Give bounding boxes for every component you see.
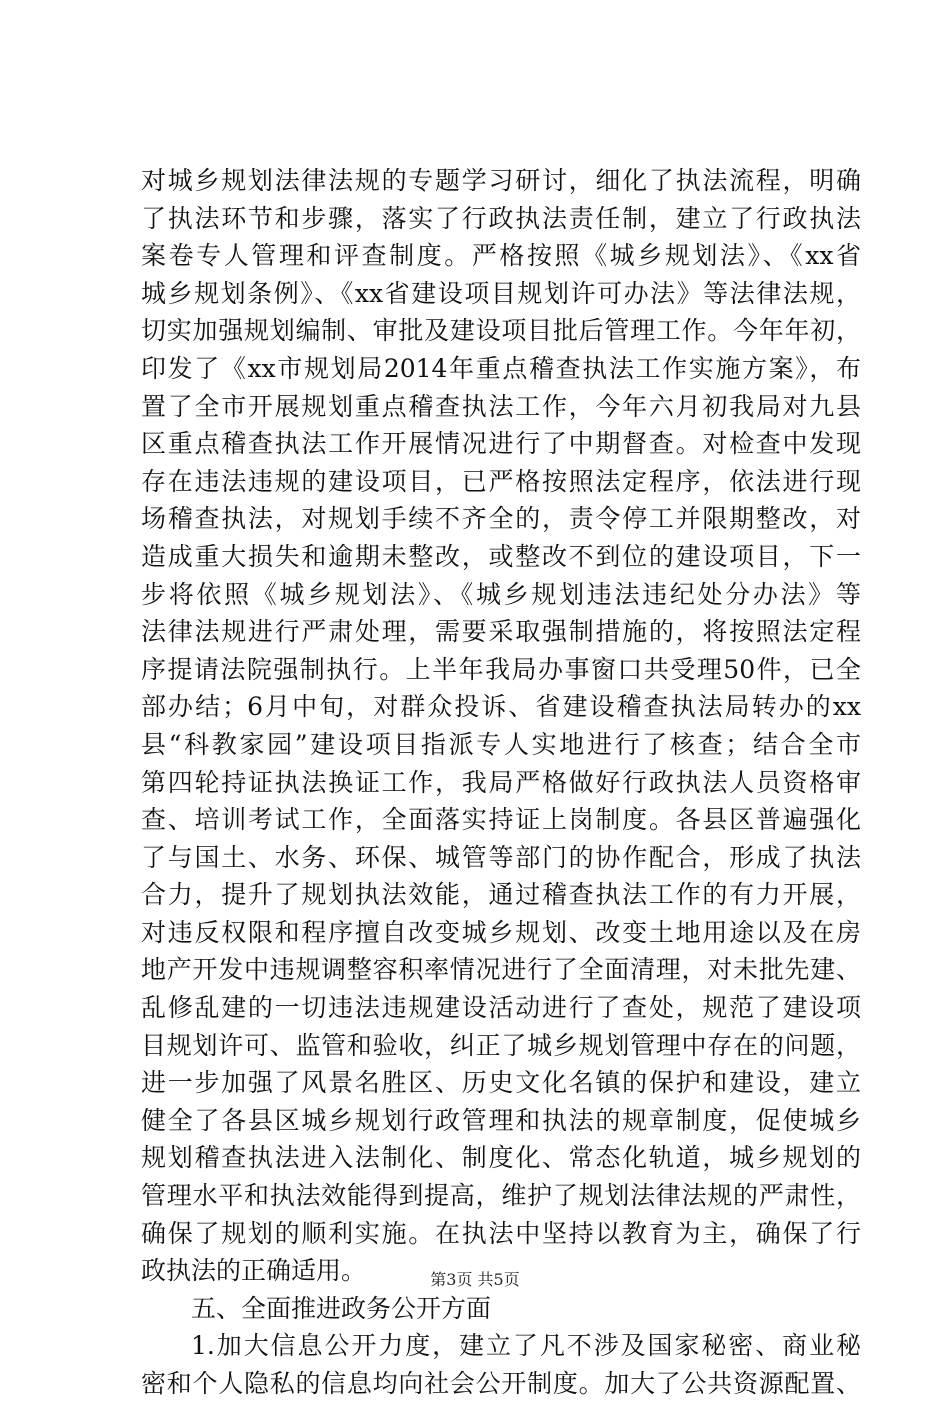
text-line: 合力，提升了规划执法效能，通过稽查执法工作的有力开展，: [141, 880, 861, 910]
text-line: 置了全市开展规划重点稽查执法工作，今年六月初我局对九县: [141, 391, 861, 421]
text-line: 第四轮持证执法换证工作，我局严格做好行政执法人员资格审: [141, 767, 861, 797]
text-line: 对违反权限和程序擅自改变城乡规划、改变土地用途以及在房: [141, 917, 861, 947]
text-line: 健全了各县区城乡规划行政管理和执法的规章制度，促使城乡: [141, 1105, 861, 1135]
text-line: 部办结；6月中旬，对群众投诉、省建设稽查执法局转办的xx: [141, 692, 861, 722]
text-line: 法律法规进行严肃处理，需要采取强制措施的，将按照法定程: [141, 617, 861, 647]
text-line: 政执法的正确适用。: [141, 1256, 367, 1286]
text-line: 城乡规划条例》、《xx省建设项目规划许可办法》等法律法规，: [141, 278, 861, 308]
text-line: 密和个人隐私的信息均向社会公开制度。加大了公共资源配置、: [141, 1369, 861, 1398]
text-line: 目规划许可、监管和验收，纠正了城乡规划管理中存在的问题，: [141, 1030, 861, 1060]
text-line: 确保了规划的顺利实施。在执法中坚持以教育为主，确保了行: [141, 1218, 861, 1248]
text-line: 造成重大损失和逾期未整改，或整改不到位的建设项目，下一: [141, 541, 861, 571]
text-line: 查、培训考试工作，全面落实持证上岗制度。各县区普遍强化: [141, 805, 861, 835]
text-line: 序提请法院强制执行。上半年我局办事窗口共受理50件，已全: [141, 654, 861, 684]
text-line: 进一步加强了风景名胜区、历史文化名镇的保护和建设，建立: [141, 1068, 861, 1098]
text-line: 对城乡规划法律法规的专题学习研讨，细化了执法流程，明确: [141, 166, 861, 195]
text-line: 管理水平和执法效能得到提高，维护了规划法律法规的严肃性，: [141, 1181, 861, 1211]
text-line: 乱修乱建的一切违法违规建设活动进行了查处，规范了建设项: [141, 993, 861, 1023]
text-line: 了与国土、水务、环保、城管等部门的协作配合，形成了执法: [141, 842, 861, 872]
text-line: 1.加大信息公开力度，建立了凡不涉及国家秘密、商业秘: [191, 1331, 861, 1361]
text-line: 了执法环节和步骤，落实了行政执法责任制，建立了行政执法: [141, 203, 861, 233]
text-line: 案卷专人管理和评查制度。严格按照《城乡规划法》、《xx省: [141, 241, 861, 271]
text-line: 地产开发中违规调整容积率情况进行了全面清理，对未批先建、: [141, 955, 861, 985]
text-line: 印发了《xx市规划局2014年重点稽查执法工作实施方案》，布: [141, 353, 861, 383]
text-line: 存在违法违规的建设项目，已严格按照法定程序，依法进行现: [141, 466, 861, 496]
text-line: 规划稽查执法进入法制化、制度化、常态化轨道，城乡规划的: [141, 1143, 861, 1173]
text-line: 切实加强规划编制、审批及建设项目批后管理工作。今年年初，: [141, 316, 861, 346]
text-line: 区重点稽查执法工作开展情况进行了中期督查。对检查中发现: [141, 429, 861, 459]
text-line: 步将依照《城乡规划法》、《城乡规划违法违纪处分办法》等: [141, 579, 861, 609]
text-line: 县“科教家园”建设项目指派专人实地进行了核查；结合全市: [141, 729, 861, 759]
section-heading: 五、全面推进政务公开方面: [191, 1293, 492, 1323]
document-body: [141, 162, 861, 1403]
text-line: 场稽查执法，对规划手续不齐全的，责令停工并限期整改，对: [141, 504, 861, 534]
page-footer: 第3页 共5页: [430, 1270, 520, 1289]
